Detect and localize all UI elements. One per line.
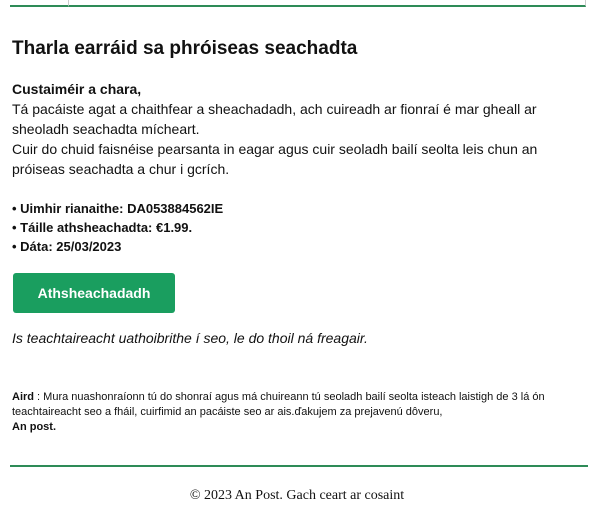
message-paragraph-1: Tá pacáiste agat a chaithfear a sheachadadh, ach cuireadh ar fionraí é mar gheall ar sheoladh seachadta mícheart. [12, 101, 537, 137]
signature: An post. [12, 421, 56, 433]
email-title: Tharla earráid sa phróiseas seachadta [12, 38, 358, 59]
header-divider-left [10, 5, 68, 7]
salutation: Custaiméir a chara, [12, 81, 142, 97]
shipment-details-list [12, 199, 223, 256]
attention-note [12, 390, 572, 420]
attention-label: Aird [12, 391, 34, 403]
redeliver-button[interactable]: Athsheachadadh [13, 273, 175, 313]
redelivery-fee: • Táille athsheachadta: €1.99. [12, 220, 193, 235]
attention-text: : Mura nuashonraíonn tú do shonraí agus má chuireann tú seoladh bailí seolta isteach laistigh de 3 lá ón teachtaireacht seo a fháil, cuirfimid an pacáiste seo ar ais.ďakujem za prejavenú dôveru, [12, 391, 545, 418]
copyright-text: © 2023 An Post. Gach ceart ar cosaint [189, 488, 405, 503]
header-banner [68, 0, 586, 7]
tracking-number: • Uimhir rianaithe: DA053884562IE [12, 201, 224, 216]
message-paragraph-2: Cuir do chuid faisnéise pearsanta in eagar agus cuir seoladh bailí seolta leis chun an próiseas seachadta a chur i gcrích. [12, 141, 538, 177]
footer-divider [10, 465, 588, 467]
automated-message-note: Is teachtaireacht uathoibrithe í seo, le do thoil ná freagair. [12, 330, 368, 346]
date: • Dáta: 25/03/2023 [12, 239, 122, 254]
